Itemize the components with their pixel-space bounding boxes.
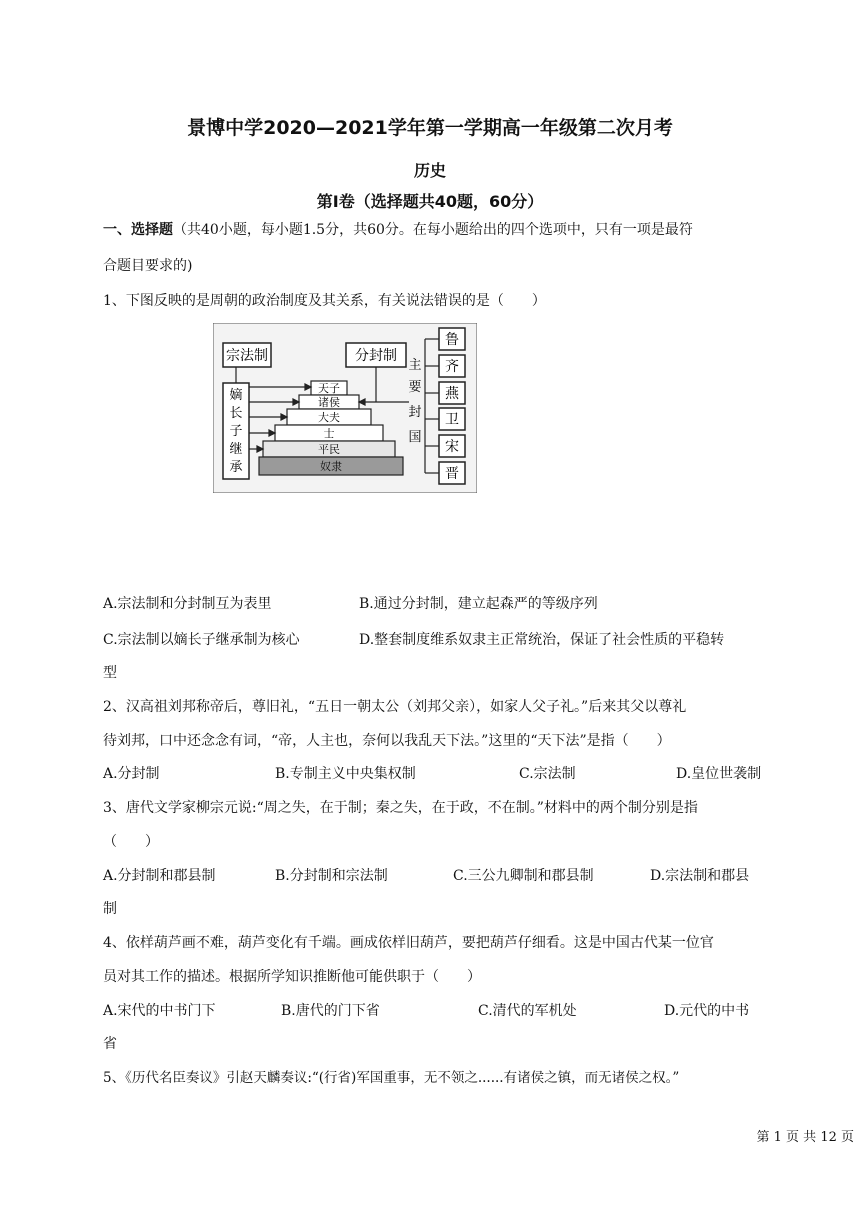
section-heading: 一、选择题 <box>103 222 173 238</box>
main-fief-char-2: 要 <box>408 380 422 395</box>
q3-option-a: A.分封制和郡县制 <box>103 868 216 884</box>
q1-option-d-continued: 型 <box>103 665 117 681</box>
state-qi: 齐 <box>445 359 459 375</box>
question-1-stem: 1、下图反映的是周朝的政治制度及其关系，有关说法错误的是（ ） <box>103 293 546 309</box>
q1-option-c: C.宗法制以嫡长子继承制为核心 <box>103 632 300 648</box>
tier-zhuhou-label: 诸侯 <box>318 396 340 409</box>
volume-title: 第Ⅰ卷（选择题共40题，60分） <box>316 192 544 211</box>
state-yan: 燕 <box>445 386 459 402</box>
q4-option-a: A.宋代的中书门下 <box>103 1003 216 1019</box>
state-lu: 鲁 <box>445 332 459 348</box>
inheritance-char-2: 长 <box>229 406 243 421</box>
page-footer: 第 1 页 共 12 页 <box>756 1130 854 1145</box>
q4-option-d: D.元代的中书 <box>664 1003 750 1019</box>
tier-pingmin-label: 平民 <box>318 443 340 456</box>
inheritance-char-5: 承 <box>229 460 243 475</box>
tier-shi-label: 士 <box>323 427 335 440</box>
state-song: 宋 <box>445 439 459 455</box>
question-4-stem-line-1: 4、依样葫芦画不难，葫芦变化有千端。画成依样旧葫芦，要把葫芦仔细看。这是中国古代某一位官 <box>103 935 714 951</box>
q2-option-c: C.宗法制 <box>519 766 576 782</box>
q4-option-b: B.唐代的门下省 <box>281 1003 380 1019</box>
tier-nuli-label: 奴隶 <box>320 460 342 473</box>
question-2-stem-line-1: 2、汉高祖刘邦称帝后，尊旧礼，“五日一朝太公（刘邦父亲），如家人父子礼。”后来其父以尊礼 <box>103 699 687 715</box>
q3-option-c: C.三公九卿制和郡县制 <box>453 868 594 884</box>
question-4-stem-line-2: 员对其工作的描述。根据所学知识推断他可能供职于（ ） <box>103 969 481 985</box>
q1-option-b: B.通过分封制，建立起森严的等级序列 <box>359 596 598 612</box>
section-instructions-line-2: 合题目要求的) <box>103 258 193 274</box>
main-fief-char-4: 国 <box>408 430 422 445</box>
question-3-stem-line-1: 3、唐代文学家柳宗元说:“周之失，在于制；秦之失，在于政，不在制。”材料中的两个制分别是指 <box>103 800 698 816</box>
q4-option-d-continued: 省 <box>103 1036 117 1052</box>
tier-tianzi-label: 天子 <box>318 382 340 395</box>
main-fief-char-1: 主 <box>408 358 422 373</box>
question-2-stem-line-2: 待刘邦，口中还念念有词，“帝，人主也，奈何以我乱天下法。”这里的“天下法”是指（ ） <box>103 733 671 749</box>
inheritance-char-1: 嫡 <box>229 388 243 403</box>
zongfa-label: 宗法制 <box>226 348 268 364</box>
fenfeng-label: 分封制 <box>355 348 397 364</box>
q2-option-d: D.皇位世袭制 <box>676 766 762 782</box>
zhou-political-system-figure <box>213 323 477 493</box>
tier-dafu-label: 大夫 <box>318 411 340 424</box>
q2-option-b: B.专制主义中央集权制 <box>275 766 416 782</box>
question-5-stem: 5、《历代名臣奏议》引赵天麟奏议:“(行省)军国重事，无不领之......有诸侯之镇，而无诸侯之权。” <box>103 1070 680 1086</box>
q1-option-a: A.宗法制和分封制互为表里 <box>103 596 272 612</box>
section-instructions-line-1 <box>103 220 763 240</box>
section-instructions-text: （共40小题，每小题1.5分，共60分。在每小题给出的四个选项中，只有一项是最符 <box>173 222 693 238</box>
state-jin: 晋 <box>445 466 459 482</box>
q2-option-a: A.分封制 <box>103 766 160 782</box>
state-wei: 卫 <box>445 412 459 428</box>
question-3-stem-line-2: （ ） <box>103 834 159 850</box>
q1-option-d: D.整套制度维系奴隶主正常统治，保证了社会性质的平稳转 <box>359 632 725 648</box>
q3-option-d-continued: 制 <box>103 901 117 917</box>
main-fief-char-3: 封 <box>408 405 422 420</box>
q3-option-d: D.宗法制和郡县 <box>650 868 750 884</box>
inheritance-char-4: 继 <box>229 442 243 457</box>
subject-title: 历史 <box>413 161 446 180</box>
q4-option-c: C.清代的军机处 <box>478 1003 577 1019</box>
inheritance-char-3: 子 <box>229 424 243 439</box>
exam-title: 景博中学2020—2021学年第一学期高一年级第二次月考 <box>187 117 673 139</box>
q3-option-b: B.分封制和宗法制 <box>275 868 388 884</box>
